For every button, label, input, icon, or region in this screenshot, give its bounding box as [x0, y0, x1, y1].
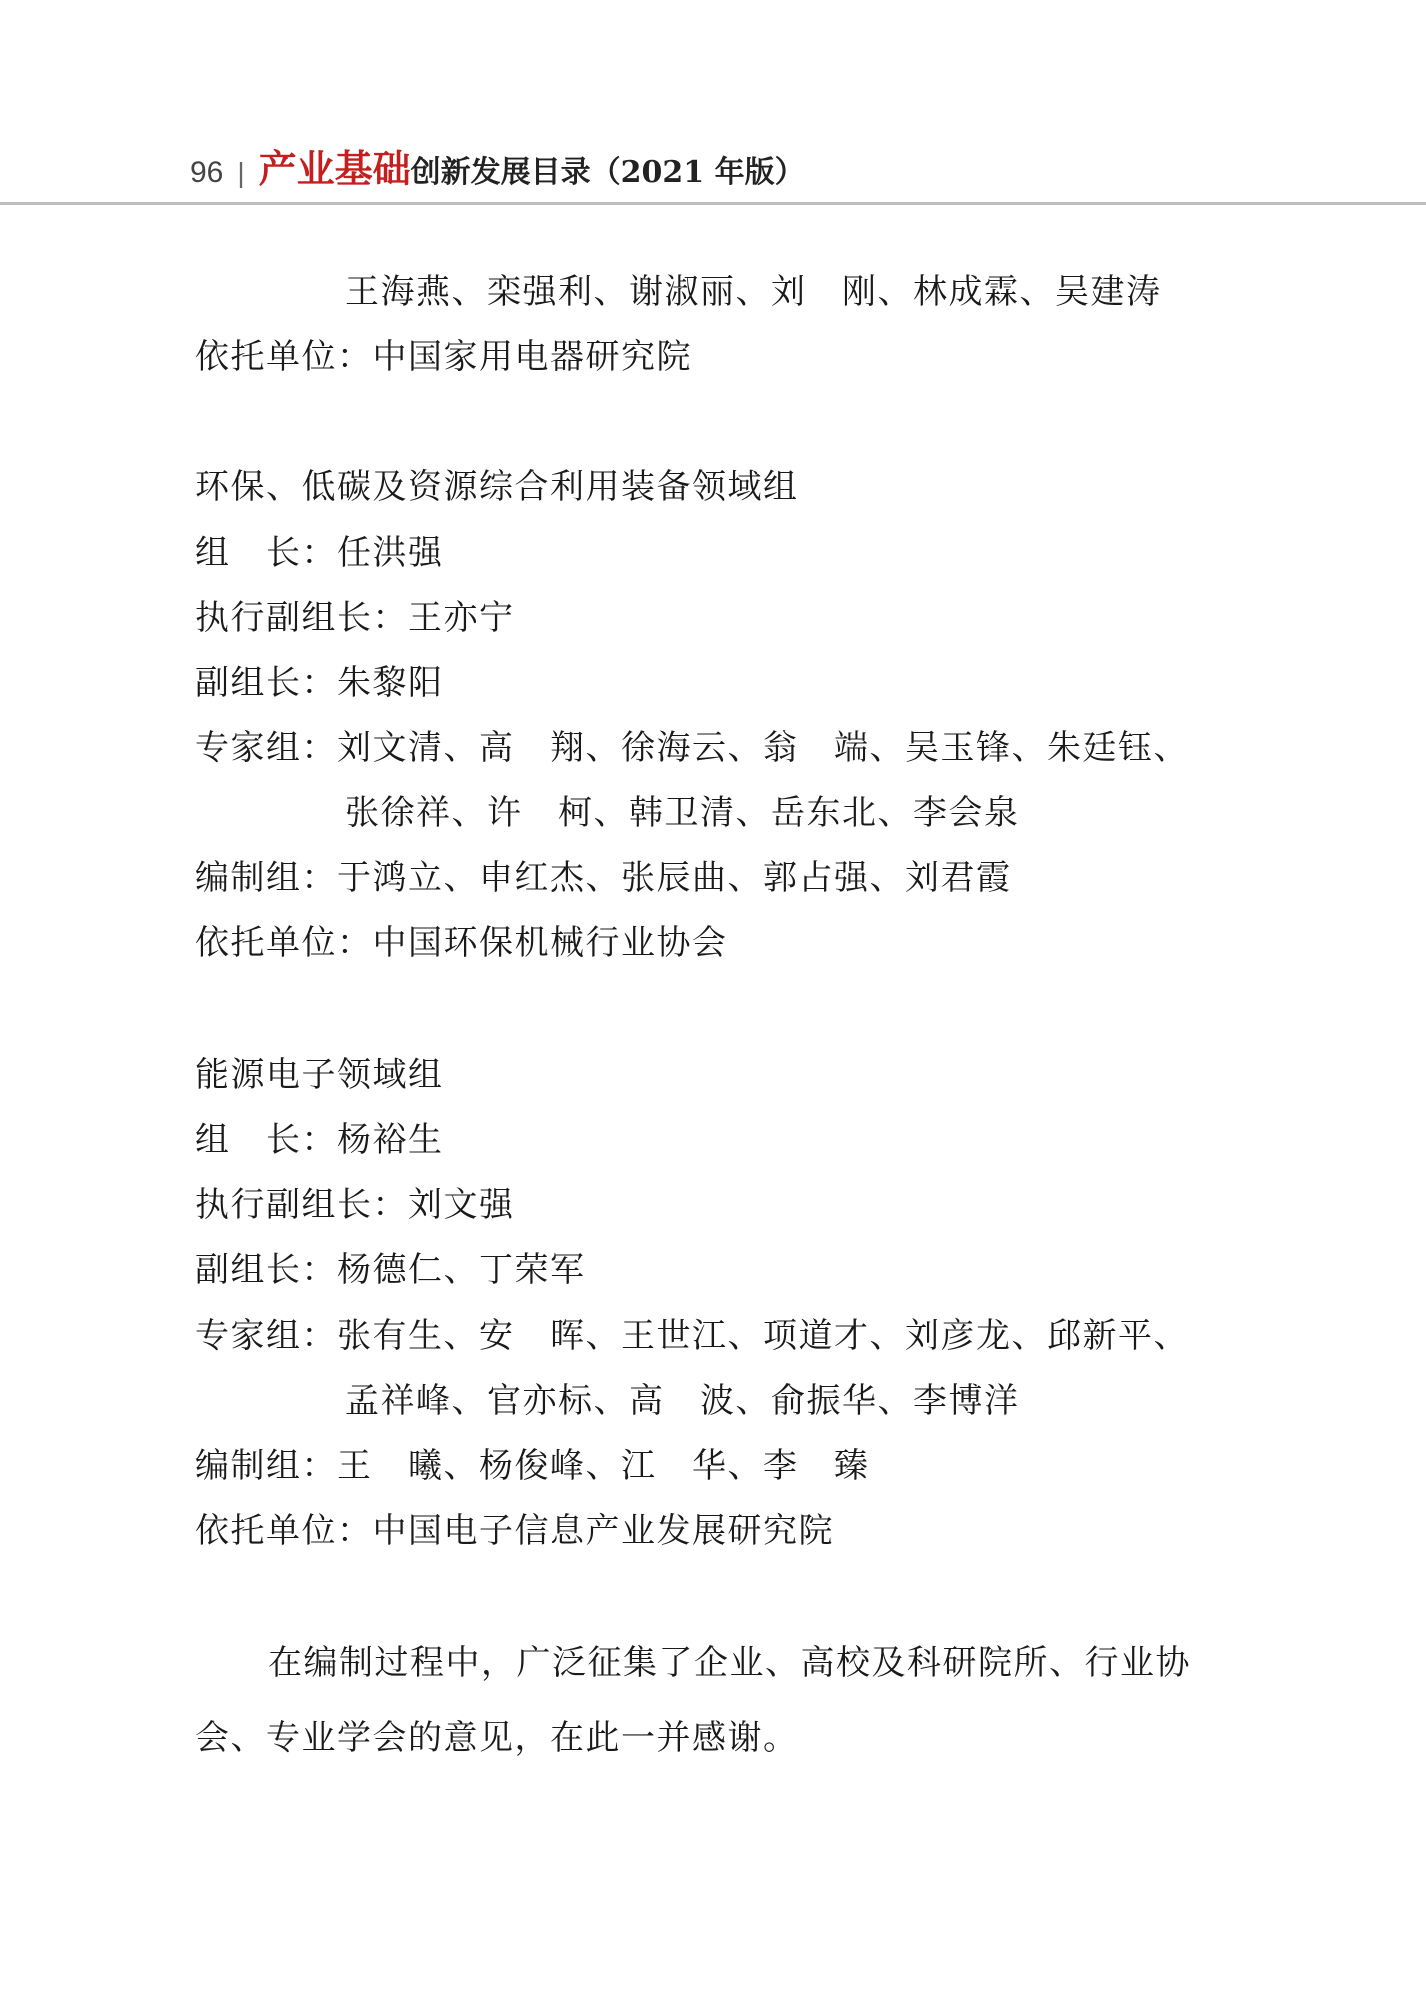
acknowledgement-line-2: 会、专业学会的意见，在此一并感谢。 — [195, 1718, 799, 1758]
compilation-group-environmental: 编制组：于鸿立、申红杰、张辰曲、郭占强、刘君霞 — [195, 858, 1012, 898]
group-leader-environmental: 组 长：任洪强 — [195, 533, 444, 573]
header-separator: | — [237, 157, 245, 188]
host-unit-energy: 依托单位：中国电子信息产业发展研究院 — [195, 1511, 834, 1551]
host-unit-appliance: 依托单位：中国家用电器研究院 — [195, 337, 692, 377]
group-leader-energy: 组 长：杨裕生 — [195, 1120, 444, 1160]
host-unit-environmental: 依托单位：中国环保机械行业协会 — [195, 923, 728, 963]
executive-deputy-leader-energy: 执行副组长：刘文强 — [195, 1185, 515, 1225]
expert-group-environmental: 专家组：刘文清、高 翔、徐海云、翁 端、吴玉锋、朱廷钰、 — [195, 728, 1189, 768]
expert-group-environmental-continued: 张徐祥、许 柯、韩卫清、岳东北、李会泉 — [345, 793, 1020, 833]
compilation-group-energy: 编制组：王 曦、杨俊峰、江 华、李 臻 — [195, 1446, 870, 1486]
expert-group-energy: 专家组：张有生、安 晖、王世江、项道才、刘彦龙、邱新平、 — [195, 1316, 1189, 1356]
expert-list-continuation: 王海燕、栾强利、谢淑丽、刘 刚、林成霖、吴建涛 — [345, 272, 1162, 312]
expert-group-energy-continued: 孟祥峰、官亦标、高 波、俞振华、李博洋 — [345, 1381, 1020, 1421]
section-heading-environmental: 环保、低碳及资源综合利用装备领域组 — [195, 467, 799, 507]
book-title-highlight: 产业基础 — [258, 146, 411, 191]
page-number: 96 — [190, 156, 224, 189]
section-heading-energy-electronics: 能源电子领域组 — [195, 1055, 444, 1095]
deputy-leader-environmental: 副组长：朱黎阳 — [195, 663, 444, 703]
deputy-leader-energy: 副组长：杨德仁、丁荣军 — [195, 1250, 586, 1290]
book-title-rest: 创新发展目录（2021 年版） — [410, 155, 805, 190]
acknowledgement-line-1: 在编制过程中，广泛征集了企业、高校及科研院所、行业协 — [268, 1643, 1191, 1683]
executive-deputy-leader-environmental: 执行副组长：王亦宁 — [195, 598, 515, 638]
